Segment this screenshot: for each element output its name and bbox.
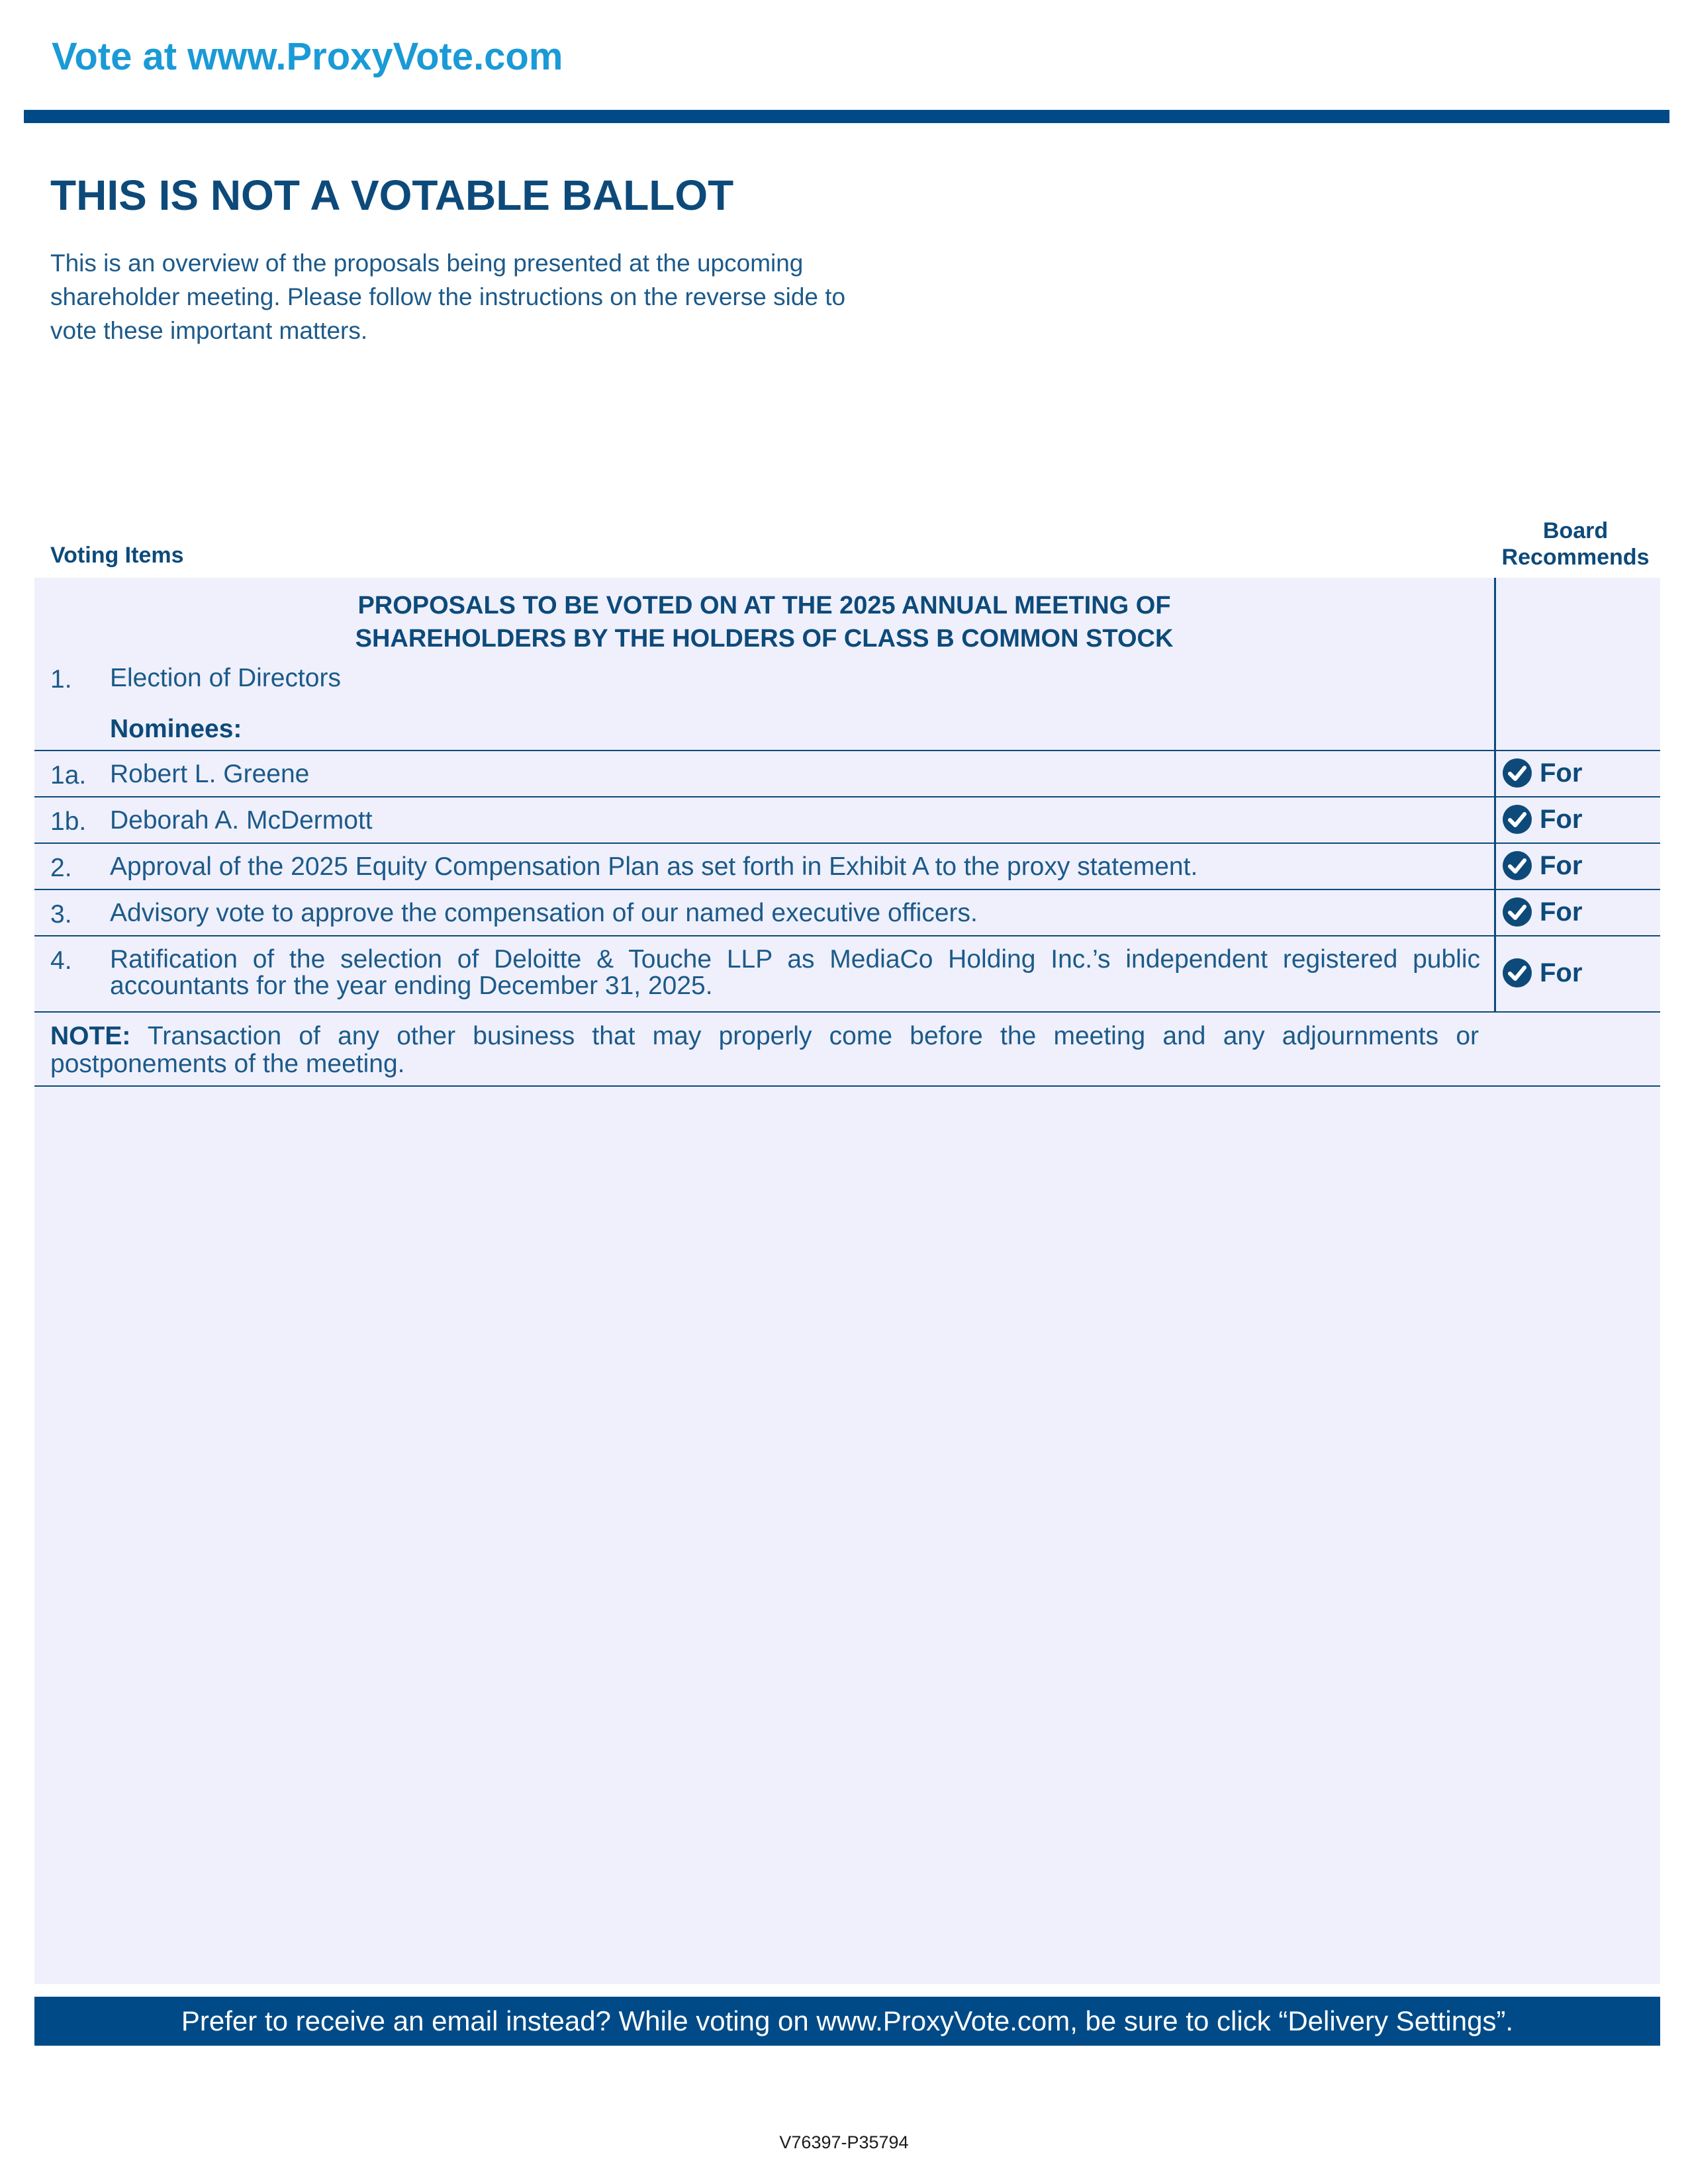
item-number-3: 3. <box>50 900 72 929</box>
item-text-1b: Deborah A. McDermott <box>110 806 373 835</box>
recommendation-label: For <box>1540 958 1583 987</box>
election-text: Election of Directors <box>110 664 341 692</box>
job-code: V76397-P35794 <box>779 2132 909 2152</box>
recommendation-2 <box>1501 850 1582 882</box>
check-circle-icon <box>1501 957 1533 989</box>
row-divider <box>34 1085 1660 1087</box>
item-text-2: Approval of the 2025 Equity Compensation Plan as set forth in Exhibit A to the proxy statement. <box>110 852 1198 881</box>
row-divider <box>34 796 1660 797</box>
proposals-section-title <box>34 589 1494 655</box>
recommendation-1b <box>1501 803 1582 835</box>
row-divider <box>34 935 1660 936</box>
delivery-settings-banner <box>34 1997 1660 2046</box>
delivery-settings-message: Prefer to receive an email instead? While voting on www.ProxyVote.com, be sure to click “Delivery Settings”. <box>181 2005 1514 2036</box>
recommendation-label: For <box>1540 897 1583 927</box>
item-text-1a: Robert L. Greene <box>110 760 310 788</box>
recommendation-3 <box>1501 896 1582 928</box>
row-divider <box>34 750 1660 751</box>
item-text-4: Ratification of the selection of Deloitte & Touche LLP as MediaCo Holding Inc.’s independent registered public accountants for the year ending December 31, 2025. <box>110 945 1480 1000</box>
section-title-line1: PROPOSALS TO BE VOTED ON AT THE 2025 ANNUAL MEETING OF <box>357 592 1171 619</box>
proposals-panel <box>34 578 1660 1984</box>
row-divider <box>34 842 1660 844</box>
nominees-label: Nominees: <box>110 715 242 743</box>
note-body: Transaction of any other business that may properly come before the meeting and any adjournments or postponements of the meeting. <box>50 1022 1479 1078</box>
intro-text: This is an overview of the proposals being presented at the upcoming shareholder meeting. Please follow the instructions on the reverse side to vote these important matters. <box>50 250 846 344</box>
check-circle-icon <box>1501 850 1533 882</box>
item-number-4: 4. <box>50 946 72 975</box>
item-text-3: Advisory vote to approve the compensation of our named executive officers. <box>110 899 978 927</box>
vote-link-header[interactable]: Vote at www.ProxyVote.com <box>52 35 563 78</box>
header-rule <box>24 110 1669 123</box>
check-circle-icon <box>1501 896 1533 928</box>
item-number-1a: 1a. <box>50 761 87 790</box>
election-number: 1. <box>50 665 72 694</box>
row-divider <box>34 1011 1660 1013</box>
note-label: NOTE: <box>50 1022 131 1050</box>
recommendation-4 <box>1501 957 1582 989</box>
recommendation-1a <box>1501 757 1582 789</box>
board-header-line1: Board <box>1542 518 1609 543</box>
check-circle-icon <box>1501 803 1533 835</box>
check-circle-icon <box>1501 757 1533 789</box>
section-title-line2: SHAREHOLDERS BY THE HOLDERS OF CLASS B COMMON STOCK <box>355 625 1174 653</box>
note-text <box>50 1023 1479 1078</box>
recommendation-label: For <box>1540 758 1583 788</box>
item-number-2: 2. <box>50 854 72 882</box>
board-header-line2: Recommends <box>1501 545 1650 570</box>
recommendation-label: For <box>1540 804 1583 834</box>
recommendation-label: For <box>1540 850 1583 880</box>
column-header-voting-items: Voting Items <box>50 543 184 568</box>
row-divider <box>34 889 1660 890</box>
item-number-1b: 1b. <box>50 807 87 836</box>
recommendation-column-divider <box>1494 578 1496 1013</box>
page-title: THIS IS NOT A VOTABLE BALLOT <box>50 171 734 219</box>
column-header-board-recommends <box>1489 518 1662 570</box>
